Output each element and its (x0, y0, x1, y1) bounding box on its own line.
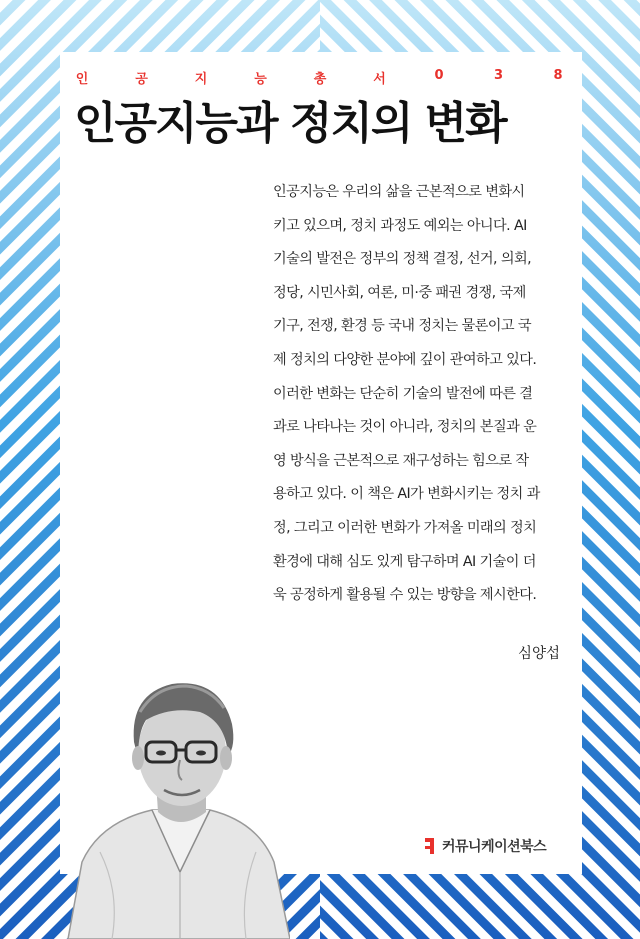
description-line: 기구, 전쟁, 환경 등 국내 정치는 물론이고 국 (273, 318, 531, 335)
series-char: 서 (373, 72, 386, 87)
series-char: 공 (135, 72, 148, 87)
publisher (424, 836, 546, 856)
book-description (273, 176, 567, 613)
series-char: 0 (434, 68, 444, 83)
description-line: 환경에 대해 심도 있게 탐구하며 AI 기술이 더 (273, 553, 536, 570)
publisher-name: 커뮤니케이션북스 (442, 839, 547, 855)
description-line: 정당, 시민사회, 여론, 미·중 패권 경쟁, 국제 (273, 284, 526, 301)
description-line: 인공지능은 우리의 삶을 근본적으로 변화시 (273, 184, 525, 200)
author-name: 심양섭 (517, 646, 560, 662)
description-line: 과로 나타나는 것이 아니라, 정치의 본질과 운 (273, 419, 537, 436)
series-char: 지 (194, 72, 208, 87)
description-line: 정, 그리고 이러한 변화가 가져올 미래의 정치 (273, 519, 537, 536)
description-line: 기술의 발전은 정부의 정책 결정, 선거, 의회, (273, 251, 531, 268)
series-label (60, 68, 582, 87)
description-line: 제 정치의 다양한 분야에 깊이 관여하고 있다. (273, 351, 537, 368)
description-line: 욱 공정하게 활용될 수 있는 방향을 제시한다. (273, 587, 537, 604)
book-title: 인공지능과 정치의 변화 (74, 98, 506, 149)
series-char: 총 (313, 72, 327, 87)
series-char: 능 (254, 72, 267, 87)
description-line: 키고 있으며, 정치 과정도 예외는 아니다. AI (273, 217, 527, 234)
description-line: 영 방식을 근본적으로 재구성하는 힘으로 작 (273, 452, 529, 469)
series-char: 3 (493, 68, 504, 83)
publisher-logo-icon (424, 837, 436, 855)
author-photo (60, 672, 290, 939)
series-char: 인 (75, 72, 89, 87)
description-line: 용하고 있다. 이 책은 AI가 변화시키는 정치 과 (273, 486, 540, 503)
description-line: 이러한 변화는 단순히 기술의 발전에 따른 결 (273, 385, 533, 402)
series-char: 8 (553, 68, 563, 83)
